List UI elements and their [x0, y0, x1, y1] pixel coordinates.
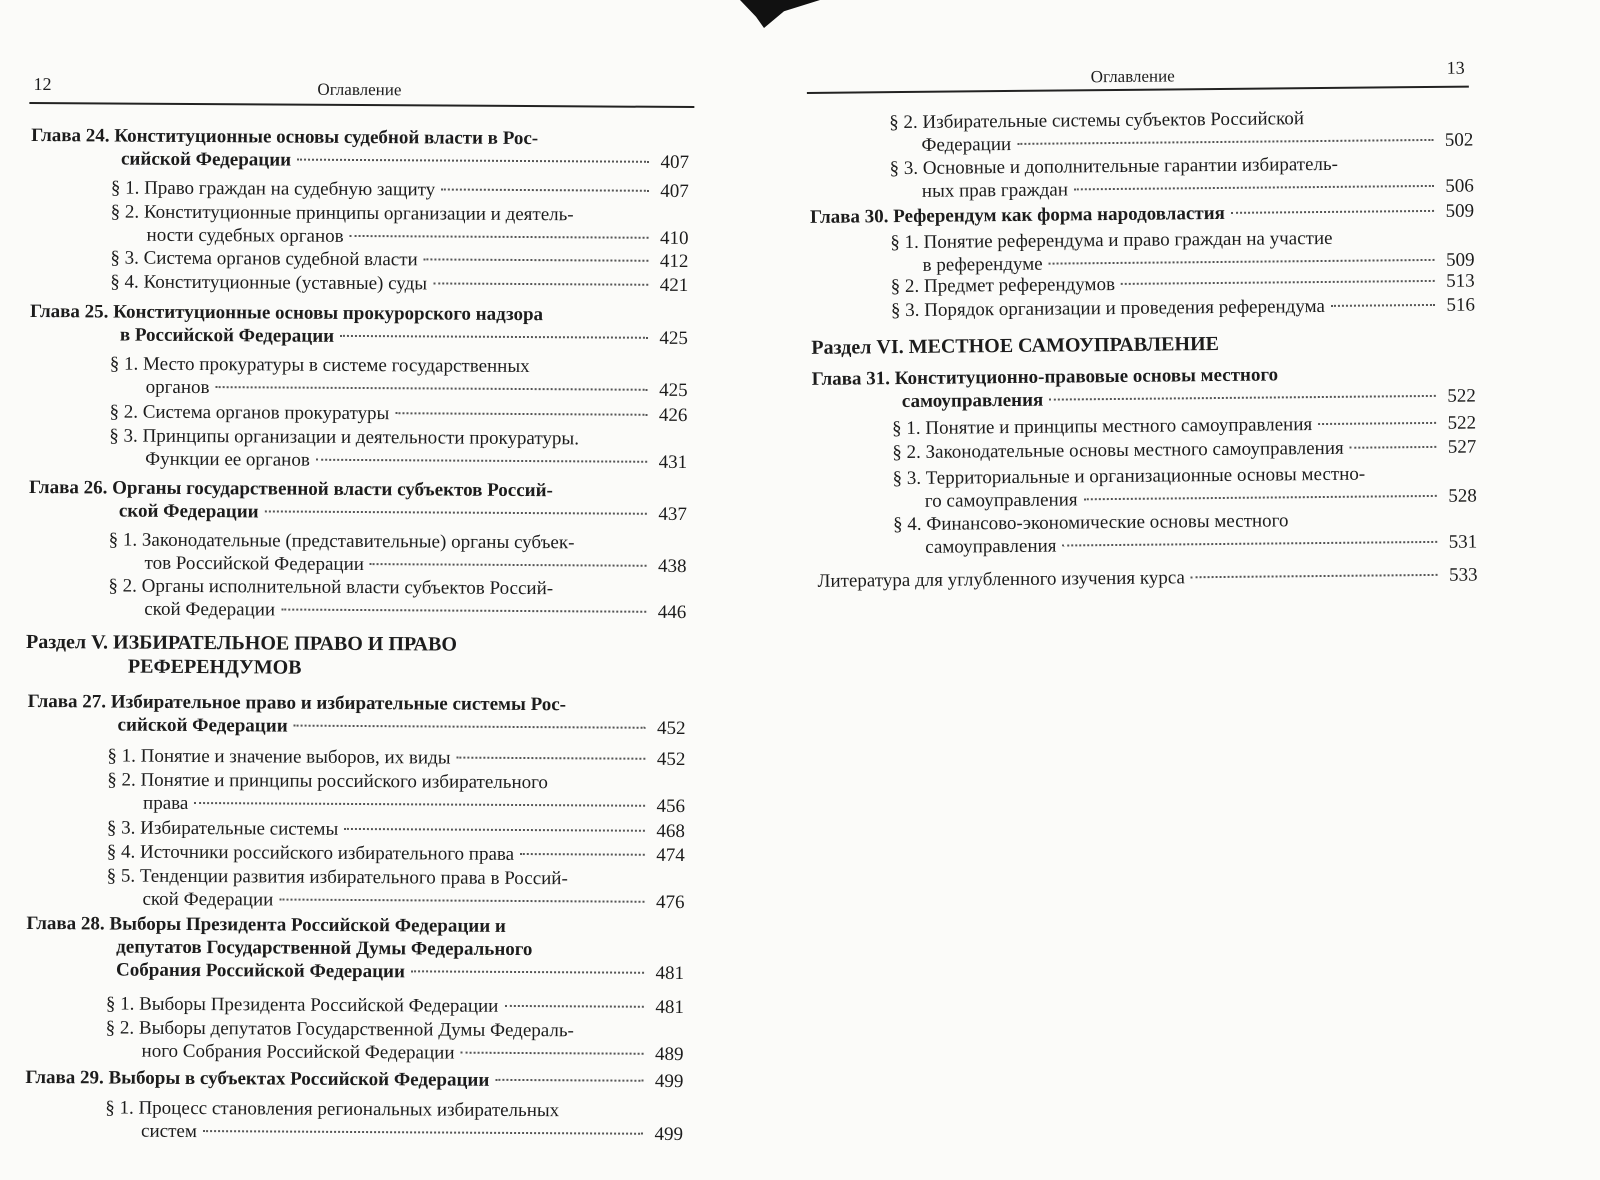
- entry-title: § 4. Источники российского избирательного права: [106, 841, 515, 865]
- entry-page-number: 468: [656, 820, 685, 843]
- entry-page-number: 452: [656, 717, 686, 740]
- entry-page-number: 489: [655, 1043, 684, 1065]
- chapter-entry: [29, 476, 687, 526]
- section-entry: [110, 270, 688, 297]
- chapter-entry: [27, 690, 685, 740]
- section-heading: [811, 332, 1219, 360]
- dot-leader: [461, 1052, 644, 1055]
- section-entry: [111, 176, 689, 203]
- section-entry: [105, 1096, 683, 1146]
- section-entry: [108, 528, 686, 578]
- header-rule: [807, 86, 1469, 94]
- entry-page-number: 446: [657, 601, 687, 624]
- entry-line-last: [106, 887, 684, 914]
- entry-title: Глава 28. Выборы Президента Российской Федерации и: [26, 912, 506, 937]
- entry-line-last: [31, 147, 689, 174]
- section-entry: [110, 200, 688, 250]
- entry-title: § 4. Финансово-экономические основы местного: [892, 510, 1289, 536]
- dot-leader: [279, 899, 644, 903]
- entry-title: § 3. Территориальные и организационные основы местно-: [892, 463, 1366, 490]
- bibliography-entry: [817, 564, 1477, 593]
- entry-title: § 3. Основные и дополнительные гарантии избиратель-: [889, 153, 1339, 180]
- entry-page-number: 452: [656, 748, 686, 771]
- entry-page-number: 522: [1447, 412, 1477, 434]
- dot-leader: [1084, 495, 1437, 500]
- entry-page-number: 437: [658, 503, 687, 526]
- dot-leader: [216, 386, 648, 391]
- section-entry: [106, 1016, 684, 1066]
- entry-line-last: [25, 1066, 683, 1093]
- dot-leader: [265, 510, 647, 514]
- dot-leader: [424, 258, 649, 261]
- entry-page-number: 499: [654, 1070, 684, 1092]
- dot-leader: [495, 1079, 643, 1082]
- entry-line-last: [108, 597, 686, 624]
- dot-leader: [297, 159, 649, 163]
- section-entry: [893, 508, 1477, 560]
- chapter-entry: [31, 124, 689, 174]
- entry-title: тов Российской Федерации: [144, 552, 365, 576]
- entry-line-last: [106, 992, 684, 1019]
- entry-title: ности судебных органов: [146, 224, 344, 247]
- entry-line-last: [107, 744, 685, 771]
- entry-line-last: [109, 447, 687, 474]
- entry-page-number: 516: [1446, 294, 1476, 316]
- entry-title: самоуправления: [925, 535, 1057, 558]
- running-header: Оглавление: [1090, 66, 1175, 87]
- entry-page-number: 425: [659, 327, 689, 350]
- entry-title: го самоуправления: [924, 489, 1078, 512]
- entry-page-number: 481: [655, 962, 685, 984]
- section-entry: [892, 436, 1476, 465]
- dot-leader: [1231, 210, 1434, 214]
- dot-leader: [1049, 395, 1436, 401]
- entry-title: Глава 27. Избирательное право и избирательные системы Рос-: [27, 690, 567, 716]
- section-entry: [109, 424, 687, 474]
- section-entry: [107, 816, 685, 843]
- entry-title: систем: [141, 1120, 197, 1143]
- dot-leader: [441, 188, 649, 191]
- entry-title: § 1. Понятие и принципы местного самоуправления: [892, 414, 1313, 440]
- section-heading-line1: Раздел VI. МЕСТНОЕ САМОУПРАВЛЕНИЕ: [811, 332, 1220, 359]
- section-entry: [110, 352, 688, 402]
- entry-page-number: 474: [656, 844, 685, 866]
- section-heading-line1: Раздел V. ИЗБИРАТЕЛЬНОЕ ПРАВО И ПРАВО: [26, 630, 458, 656]
- entry-line-last: [111, 176, 689, 203]
- entry-title: § 3. Избирательные системы: [106, 817, 339, 840]
- dot-leader: [1318, 422, 1436, 425]
- entry-title: Глава 31. Конституционно-правовые основы местного: [811, 364, 1279, 390]
- entry-line-last: [110, 246, 688, 273]
- entry-title: § 1. Место прокуратуры в системе государственных: [109, 353, 530, 378]
- entry-title: § 1. Право граждан на судебную защиту: [110, 177, 436, 201]
- entry-title: Глава 24. Конституционные основы судебной власти в Рос-: [31, 124, 539, 150]
- entry-title: § 1. Процесс становления региональных избирательных: [105, 1097, 560, 1122]
- entry-page-number: 533: [1448, 564, 1478, 586]
- entry-line: [107, 768, 685, 795]
- dot-leader: [1017, 139, 1433, 145]
- entry-line-last: [893, 531, 1477, 560]
- entry-page-number: 456: [656, 795, 686, 818]
- entry-title: сийской Федерации: [120, 148, 292, 171]
- section-entry: [106, 864, 684, 914]
- entry-page-number: 531: [1448, 531, 1478, 553]
- entry-title: § 2. Система органов прокуратуры: [109, 401, 390, 425]
- entry-line-last: [109, 400, 687, 427]
- entry-page-number: 527: [1447, 436, 1477, 458]
- dot-leader: [203, 1130, 643, 1135]
- dot-leader: [1331, 304, 1435, 307]
- entry-page-number: 528: [1448, 485, 1477, 507]
- entry-line-last: [110, 375, 688, 402]
- entry-title: Функции ее органов: [145, 448, 310, 471]
- dot-leader: [395, 412, 647, 416]
- entry-title: Собрания Российской Федерации: [116, 959, 406, 983]
- entry-line-last: [105, 1119, 683, 1146]
- entry-line-last: [892, 436, 1476, 465]
- entry-line-last: [817, 564, 1477, 593]
- entry-line-last: [106, 1039, 684, 1066]
- entry-line-last: [107, 840, 685, 867]
- dot-leader: [294, 725, 646, 729]
- entry-line-last: [810, 200, 1474, 229]
- header-rule: [29, 102, 694, 108]
- section-entry: [110, 246, 688, 273]
- dot-leader: [281, 609, 646, 613]
- entry-title: ного Собрания Российской Федерации: [141, 1040, 455, 1064]
- dot-leader: [1350, 446, 1437, 449]
- section-entry: [889, 106, 1473, 158]
- entry-title: Глава 25. Конституционные основы прокурорского надзора: [30, 300, 544, 326]
- dot-leader: [1191, 574, 1438, 578]
- entry-page-number: 481: [655, 996, 684, 1018]
- page-number: 13: [1446, 57, 1465, 78]
- entry-title: § 5. Тенденции развития избирательного права в Россий-: [106, 865, 568, 890]
- section-entry: [107, 768, 685, 818]
- section-entry: [106, 992, 684, 1019]
- entry-title: Федерации: [921, 133, 1012, 156]
- entry-page-number: 410: [659, 227, 689, 250]
- entry-title: § 2. Избирательные системы субъектов Российской: [889, 108, 1305, 134]
- dot-leader: [1121, 280, 1435, 285]
- entry-title: ской Федерации: [144, 598, 276, 621]
- section-entry: [890, 152, 1474, 204]
- dot-leader: [1049, 259, 1435, 265]
- entry-page-number: 431: [658, 451, 688, 474]
- entry-title: § 3. Порядок организации и проведения референдума: [890, 295, 1325, 322]
- chapter-entry: [810, 200, 1474, 229]
- section-entry: [107, 744, 685, 771]
- entry-title: в Российской Федерации: [119, 324, 335, 347]
- dot-leader: [433, 282, 648, 285]
- entry-title: § 2. Конституционные принципы организации и деятель-: [110, 201, 574, 226]
- section-entry: [892, 462, 1476, 514]
- entry-line-last: [107, 816, 685, 843]
- entry-title: § 2. Органы исполнительной власти субъектов Россий-: [108, 575, 554, 600]
- dot-leader: [340, 335, 648, 339]
- entry-page-number: 407: [660, 151, 690, 174]
- entry-page-number: 499: [654, 1123, 684, 1145]
- page-number: 12: [33, 74, 52, 95]
- entry-title: ской Федерации: [142, 888, 274, 911]
- entry-page-number: 506: [1445, 175, 1474, 197]
- entry-title: ных прав граждан: [921, 179, 1069, 202]
- entry-title: § 2. Законодательные основы местного самоуправления: [892, 437, 1344, 464]
- chapter-entry: [25, 1066, 683, 1093]
- chapter-entry: [812, 362, 1476, 414]
- running-header: Оглавление: [317, 79, 402, 100]
- entry-line-last: [26, 958, 684, 985]
- entry-title: самоуправления: [901, 389, 1044, 413]
- dot-leader: [1062, 541, 1437, 547]
- entry-line-last: [890, 175, 1474, 204]
- dot-leader: [1074, 185, 1434, 190]
- section-entry: [891, 294, 1475, 323]
- entry-title: Глава 30. Референдум как форма народовластия: [809, 202, 1225, 228]
- entry-title: § 1. Выборы Президента Российской Федерации: [105, 993, 499, 1017]
- entry-line-last: [107, 791, 685, 818]
- entry-page-number: 407: [660, 180, 689, 203]
- entry-title: Литература для углубленного изучения курса: [817, 567, 1185, 592]
- entry-page-number: 412: [659, 250, 689, 273]
- dot-leader: [350, 235, 649, 239]
- dot-leader: [520, 853, 645, 856]
- entry-title: § 2. Предмет референдумов: [890, 273, 1116, 298]
- entry-title: § 4. Конституционные (уставные) суды: [110, 271, 428, 295]
- entry-title: Глава 26. Органы государственной власти субъектов Россий-: [28, 476, 553, 502]
- entry-line-last: [27, 713, 685, 740]
- entry-title: § 1. Понятие и значение выборов, их виды: [107, 745, 451, 769]
- entry-line-last: [891, 294, 1475, 323]
- entry-title: § 3. Принципы организации и деятельности прокуратуры.: [109, 425, 580, 450]
- entry-title: ской Федерации: [118, 500, 259, 523]
- entry-page-number: 425: [659, 379, 688, 402]
- section-entry: [108, 574, 686, 624]
- entry-page-number: 502: [1444, 129, 1474, 151]
- entry-page-number: 438: [657, 555, 687, 578]
- entry-title: § 3. Система органов судебной власти: [110, 247, 418, 271]
- section-entry: [109, 400, 687, 427]
- entry-page-number: 522: [1447, 385, 1476, 407]
- entry-page-number: 421: [659, 274, 689, 297]
- dot-leader: [316, 459, 647, 463]
- dot-leader: [504, 1005, 643, 1008]
- left-page: [0, 0, 720, 1180]
- section-heading-line2: РЕФЕРЕНДУМОВ: [127, 655, 302, 679]
- entry-page-number: 513: [1446, 270, 1475, 292]
- right-page: [800, 0, 1531, 1178]
- entry-page-number: 476: [655, 891, 685, 913]
- entry-title: права: [143, 792, 189, 814]
- dot-leader: [457, 757, 646, 760]
- entry-line-last: [110, 270, 688, 297]
- entry-title: в референдуме: [922, 253, 1043, 276]
- dot-leader: [370, 563, 647, 567]
- chapter-entry: [30, 300, 688, 350]
- entry-title: органов: [145, 376, 210, 399]
- entry-title: Глава 29. Выборы в субъектах Российской Федерации: [25, 1066, 490, 1091]
- entry-title: § 1. Понятие референдума и право граждан на участие: [890, 227, 1333, 254]
- entry-page-number: 426: [658, 404, 688, 427]
- entry-title: депутатов Государственной Думы Федерального: [116, 936, 533, 961]
- section-entry: [107, 840, 685, 867]
- entry-title: § 1. Законодательные (представительные) органы субъек-: [108, 529, 575, 554]
- entry-page-number: 509: [1445, 200, 1475, 222]
- section-heading: [26, 630, 457, 681]
- entry-line-last: [29, 499, 687, 526]
- entry-page-number: 509: [1445, 249, 1475, 271]
- entry-line-last: [30, 323, 688, 350]
- chapter-entry: [26, 912, 684, 985]
- entry-title: сийской Федерации: [117, 714, 288, 737]
- entry-title: § 2. Выборы депутатов Государственной Думы Федераль-: [105, 1017, 574, 1042]
- entry-title: § 2. Понятие и принципы российского избирательного: [107, 769, 549, 794]
- dot-leader: [411, 970, 644, 973]
- dot-leader: [344, 828, 645, 832]
- dot-leader: [194, 802, 645, 807]
